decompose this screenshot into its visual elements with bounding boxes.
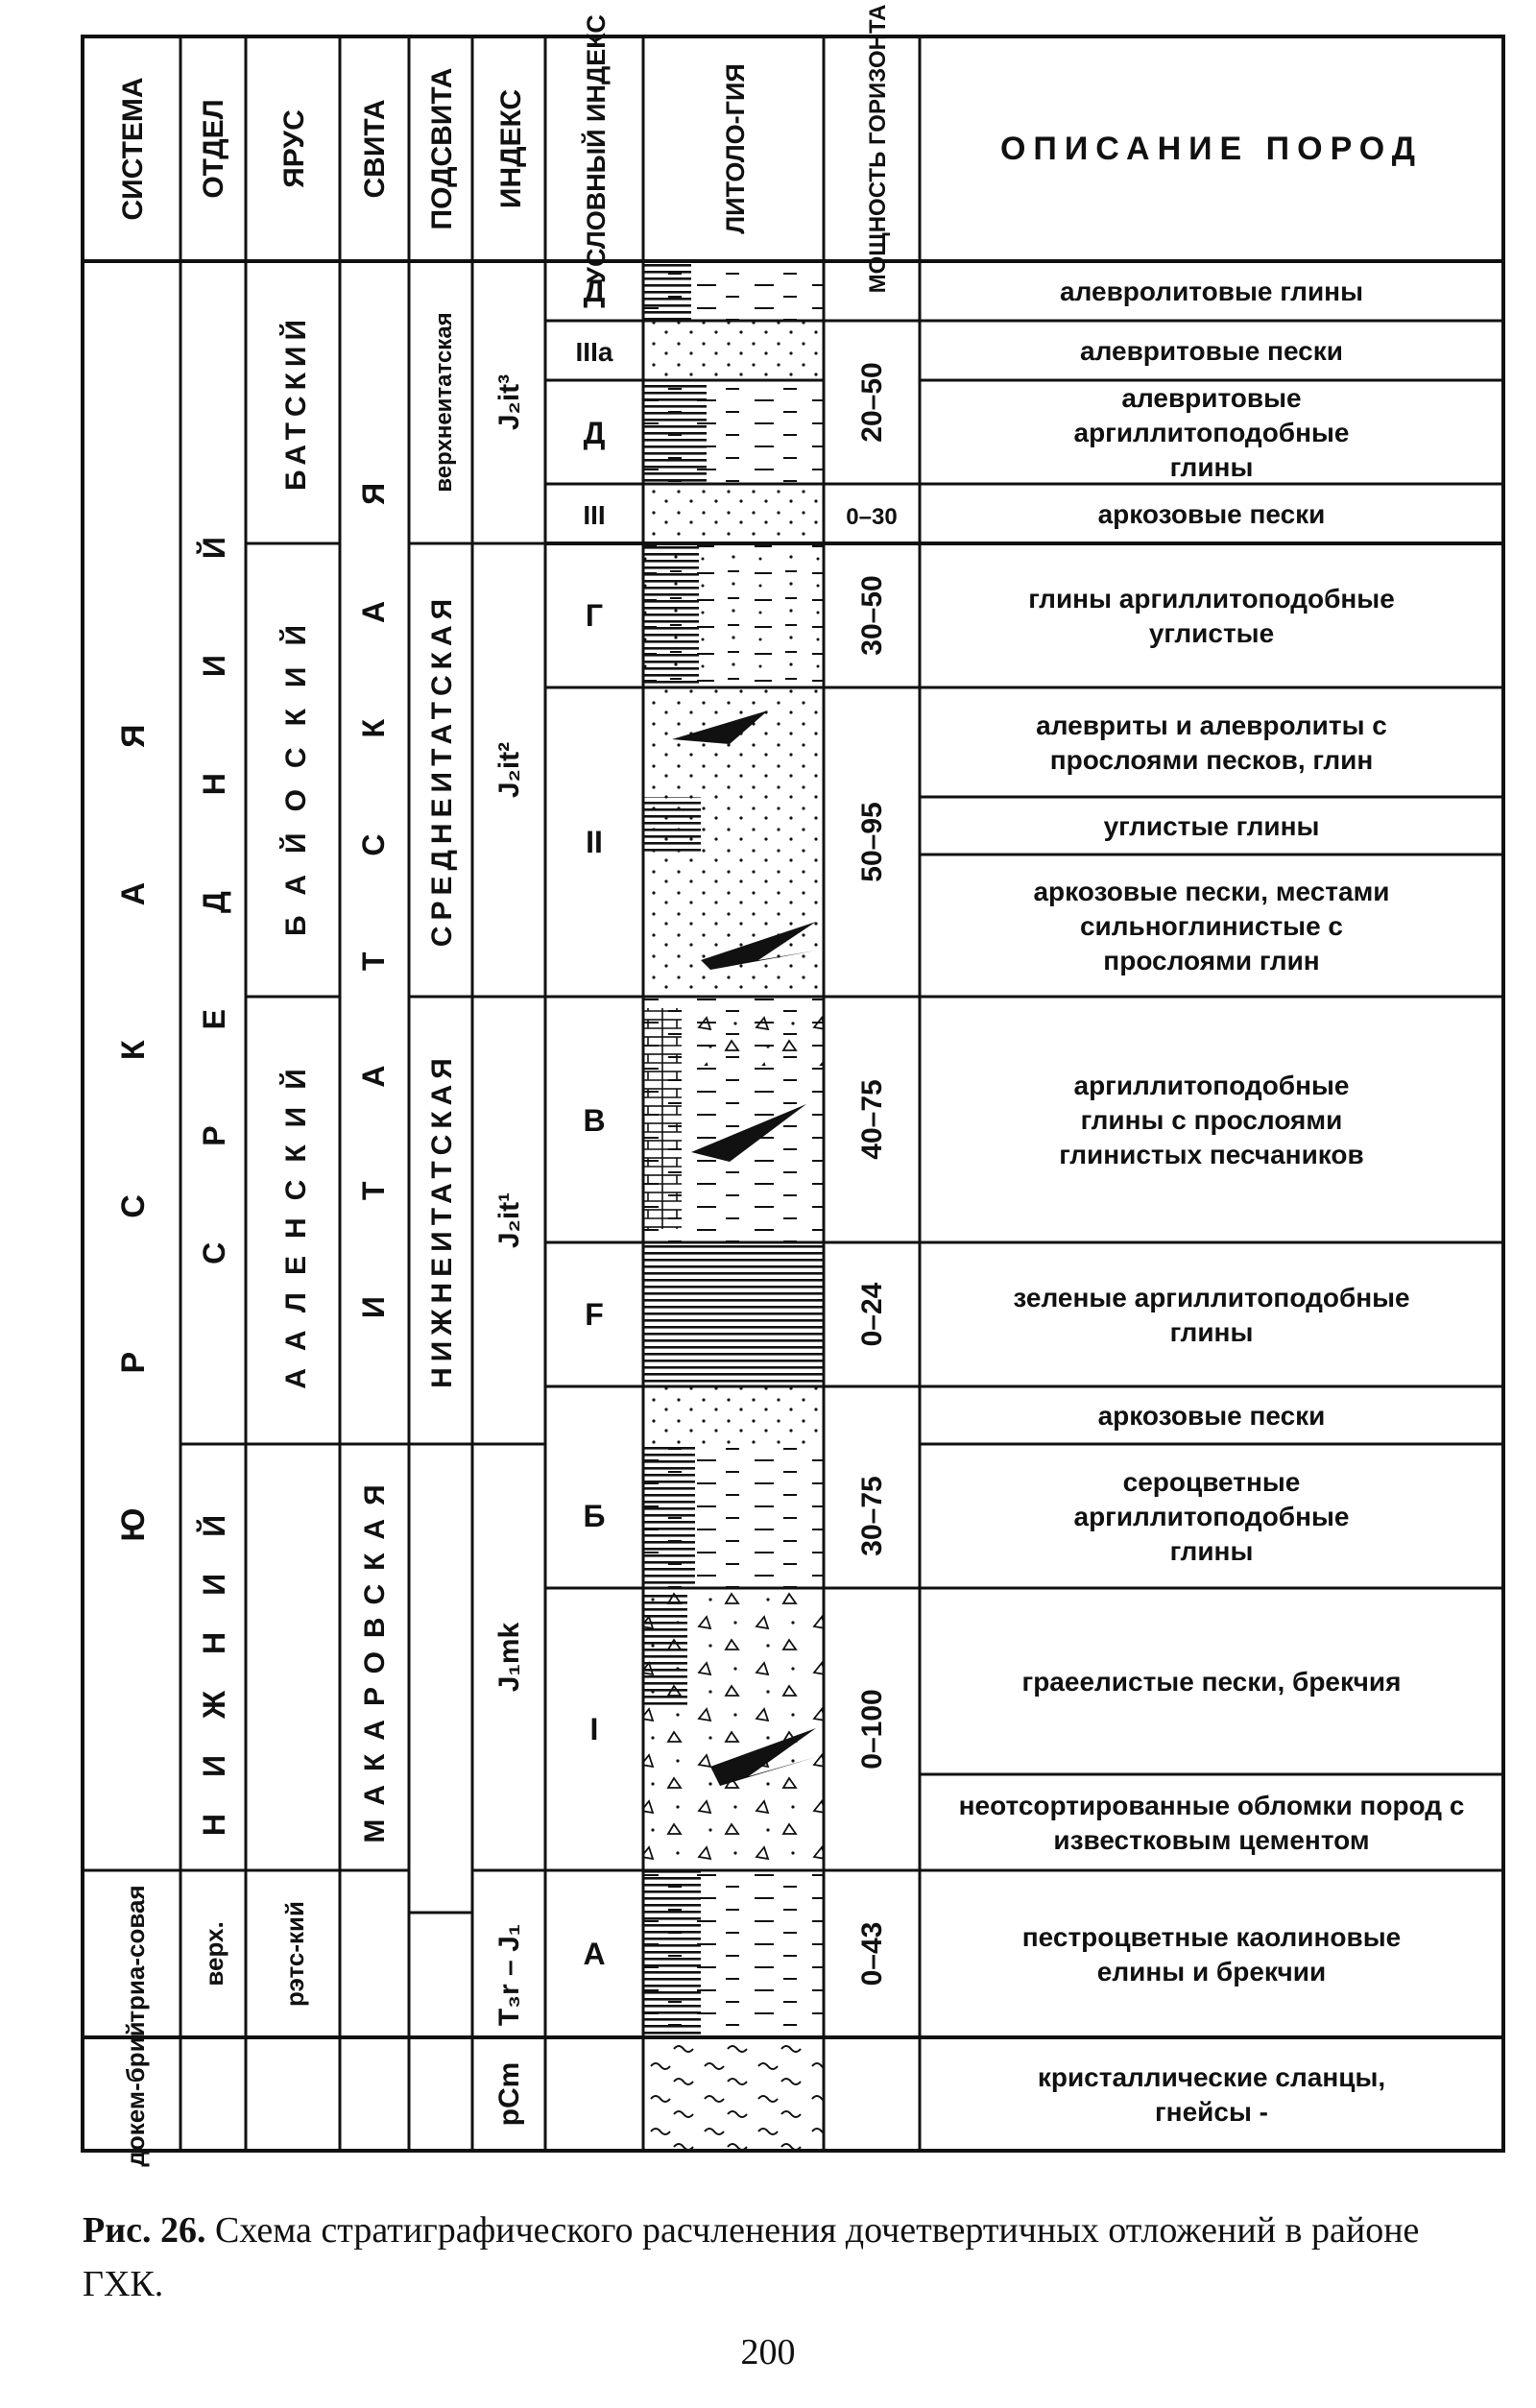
division-upper: верх. <box>200 1921 228 1987</box>
description-column <box>959 277 1465 2127</box>
description-cell: алевритовые пески <box>1080 336 1343 366</box>
lithology-hatch <box>643 797 701 855</box>
thickness-value: 50–95 <box>856 802 888 882</box>
lithology-hatch <box>643 380 707 484</box>
description-cell: аркозовые пески <box>1097 499 1326 529</box>
thickness-value: 0–30 <box>846 504 898 530</box>
lithology-hatch <box>643 1870 701 2037</box>
header-lithology: ЛИТОЛО-ГИЯ <box>721 63 750 234</box>
subformation-lower-itat: НИЖНЕИТАТСКАЯ <box>426 1052 458 1388</box>
index-j2it2: J₂it² <box>493 741 525 799</box>
lithology-hatch <box>643 543 699 687</box>
description-cell: алевролитовые глины <box>1060 277 1363 306</box>
formation-itat: ИТАТСКАЯ <box>356 386 391 1319</box>
description-cell: аркозовые пески <box>1097 1401 1326 1431</box>
thickness-value: 40–75 <box>856 1079 888 1160</box>
stage-bajocian: БАЙОСКИЙ <box>280 603 312 937</box>
figure-caption <box>83 2203 1503 2311</box>
index-j2it1: J₂it¹ <box>493 1192 525 1249</box>
cond-index: II <box>586 825 603 859</box>
stage-bathonian: БАТСКИЙ <box>280 313 312 492</box>
thickness-value: 20–50 <box>856 362 888 443</box>
description-cell: сероцветные аргиллитоподобные глины <box>1073 1467 1350 1566</box>
lithology-brick <box>643 1008 682 1229</box>
description-cell: граеелистые пески, брекчия <box>1021 1667 1402 1697</box>
cond-index: Д <box>583 274 606 308</box>
header-subformation: ПОДСВИТА <box>426 67 458 230</box>
cond-index: А <box>583 1937 606 1971</box>
index-t3r-j1: T₃r – J₁ <box>493 1923 525 2027</box>
caption-label: Рис. 26. <box>83 2210 206 2251</box>
thickness-value: 0–24 <box>856 1282 888 1347</box>
description-cell: аркозовые пески, местами сильноглинистые с прослоями глин <box>1033 877 1390 975</box>
lithology-breccia-top <box>691 1008 824 1066</box>
system-precambrian: докем-брий <box>121 2021 150 2167</box>
system-jurassic: ЮРСКАЯ <box>115 590 152 1542</box>
cond-index: III <box>583 500 606 530</box>
header-system: СИСТЕМА <box>117 77 149 221</box>
thickness-value: 30–75 <box>856 1476 888 1556</box>
lithology-silty-sand <box>643 321 824 380</box>
header-row <box>117 5 1423 294</box>
description-cell: аргиллитоподобные глины с прослоями глинистых песчаников <box>1059 1071 1364 1169</box>
lithology-hatch <box>643 1444 695 1588</box>
conventional-index-column <box>576 274 613 1971</box>
cond-index: Г <box>585 598 604 633</box>
thickness-column <box>846 362 897 1986</box>
header-thickness: МОЩНОСТЬ ГОРИЗОНТА <box>865 4 891 294</box>
description-cell: зеленые аргиллитоподобные глины <box>1013 1283 1410 1347</box>
index-j2it3: J₂it³ <box>493 373 525 431</box>
cond-index: Д <box>583 416 606 450</box>
header-division: ОТДЕЛ <box>198 99 229 199</box>
thickness-value: 30–50 <box>856 575 888 656</box>
description-cell: пестроцветные каолиновые елины и брекчии <box>1021 1922 1402 1987</box>
cond-index: I <box>589 1712 599 1746</box>
stratigraphy-labels <box>115 312 525 2166</box>
lithology-hatch <box>643 1594 687 1709</box>
lithology-crystalline-schist <box>643 2037 824 2151</box>
system-triassic: триа-совая <box>121 1885 150 2023</box>
header-index: ИНДЕКС <box>495 88 527 209</box>
description-cell: алевритовые аргиллитоподобные глины <box>1073 383 1350 482</box>
header-description: ОПИСАНИЕ ПОРОД <box>999 131 1424 167</box>
header-conventional-index: УСЛОВНЫЙ ИНДЕКС <box>582 14 611 283</box>
description-cell: кристаллические сланцы, гнейсы - <box>1037 2062 1386 2127</box>
cond-index: F <box>585 1297 604 1332</box>
thickness-value: 0–100 <box>856 1689 888 1770</box>
description-cell: алевриты и алевролиты с прослоями песков, глин <box>1036 710 1387 775</box>
header-formation: СВИТА <box>359 99 391 199</box>
caption-text: Схема стратиграфического расчленения дочетвертичных отложений в районе ГХК. <box>83 2210 1420 2304</box>
cond-index: Б <box>583 1499 606 1533</box>
division-middle: СРЕДНИЙ <box>197 441 231 1264</box>
subformation-middle-itat: СРЕДНЕИТАТСКАЯ <box>426 592 458 948</box>
lithology-arkose-sand-2 <box>643 1386 824 1444</box>
stage-aalenian: ААЛЕНСКИЙ <box>280 1051 312 1389</box>
description-cell: глины аргиллитоподобные углистые <box>1028 584 1395 648</box>
lithology-arkose-sand <box>643 484 824 543</box>
formation-makarov: МАКАРОВСКАЯ <box>359 1471 391 1843</box>
description-cell: углистые глины <box>1103 811 1320 841</box>
header-stage: ЯРУС <box>278 109 310 188</box>
division-lower: НИЖНИЙ <box>197 1478 231 1837</box>
index-j1mk: J₁mk <box>493 1622 525 1693</box>
cond-index: IIIa <box>575 337 613 367</box>
stage-rhaetian: рэтс-кий <box>280 1900 309 2008</box>
lithology-hatch <box>643 261 691 321</box>
page-number: 200 <box>740 2332 796 2372</box>
index-pcm: pCm <box>493 2061 525 2127</box>
description-cell: неотсортированные обломки пород с известковым цементом <box>958 1791 1465 1855</box>
thickness-value: 0–43 <box>856 1921 888 1987</box>
subformation-upper-itat: верхнеитатская <box>431 312 457 493</box>
cond-index: В <box>583 1103 606 1138</box>
lithology-green-clay <box>643 1242 824 1386</box>
